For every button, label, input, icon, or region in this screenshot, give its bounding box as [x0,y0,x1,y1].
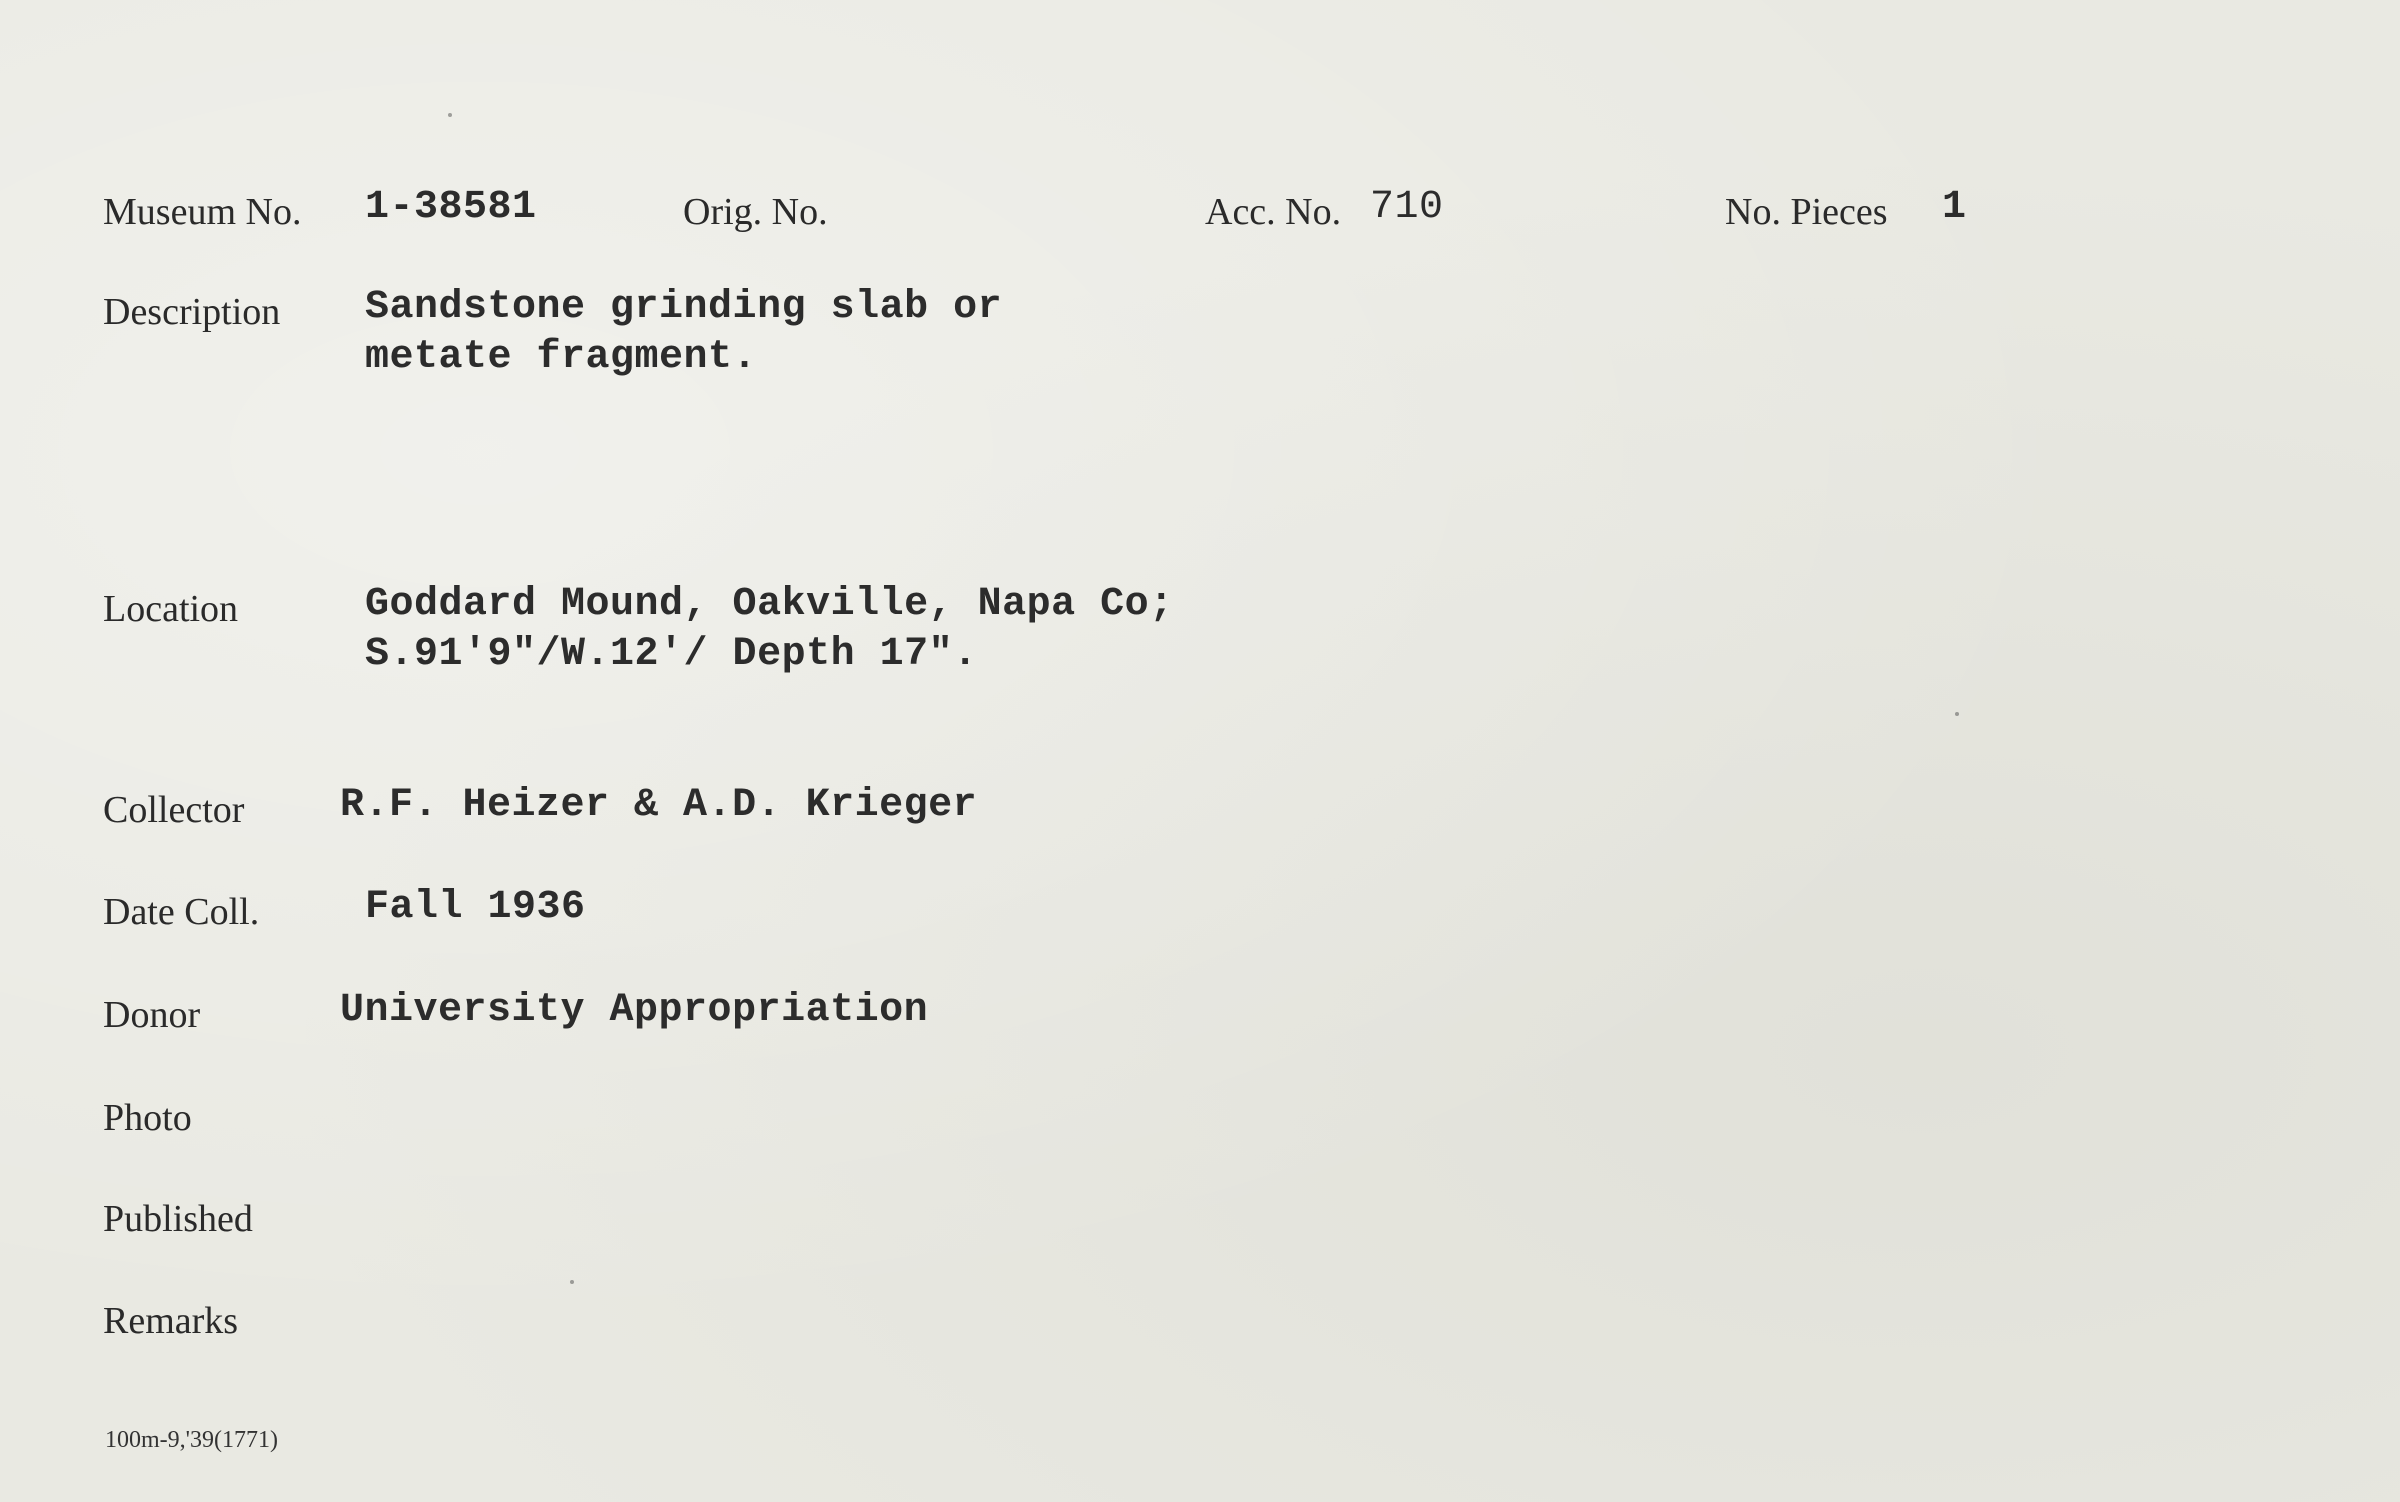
museum-no-value: 1-38581 [365,185,537,230]
orig-no-label: Orig. No. [683,191,828,233]
paper-speck [448,113,452,117]
no-pieces-value: 1 [1942,185,1967,230]
date-coll-value: Fall 1936 [365,885,586,930]
acc-no-value: 710 [1370,185,1444,230]
donor-label: Donor [103,994,201,1036]
collector-label: Collector [103,789,245,831]
description-label: Description [103,291,281,333]
location-label: Location [103,588,239,630]
donor-value: University Appropriation [340,988,929,1033]
description-line: Sandstone grinding slab or [365,285,1003,330]
acc-no-label: Acc. No. [1205,191,1342,233]
location-value [365,580,1174,680]
remarks-label: Remarks [103,1300,239,1342]
photo-label: Photo [103,1097,192,1139]
museum-no-label: Museum No. [103,191,302,233]
date-coll-label: Date Coll. [103,891,260,933]
paper-speck [570,1280,574,1284]
footer-print-code: 100m-9,'39(1771) [105,1427,278,1453]
published-label: Published [103,1198,253,1240]
paper-speck [1955,712,1959,716]
description-line: metate fragment. [365,335,758,380]
location-line: S.91'9"/W.12'/ Depth 17". [365,632,978,677]
no-pieces-label: No. Pieces [1725,191,1888,233]
collector-value: R.F. Heizer & A.D. Krieger [340,783,978,828]
location-line: Goddard Mound, Oakville, Napa Co; [365,582,1174,627]
description-value [365,283,1002,383]
